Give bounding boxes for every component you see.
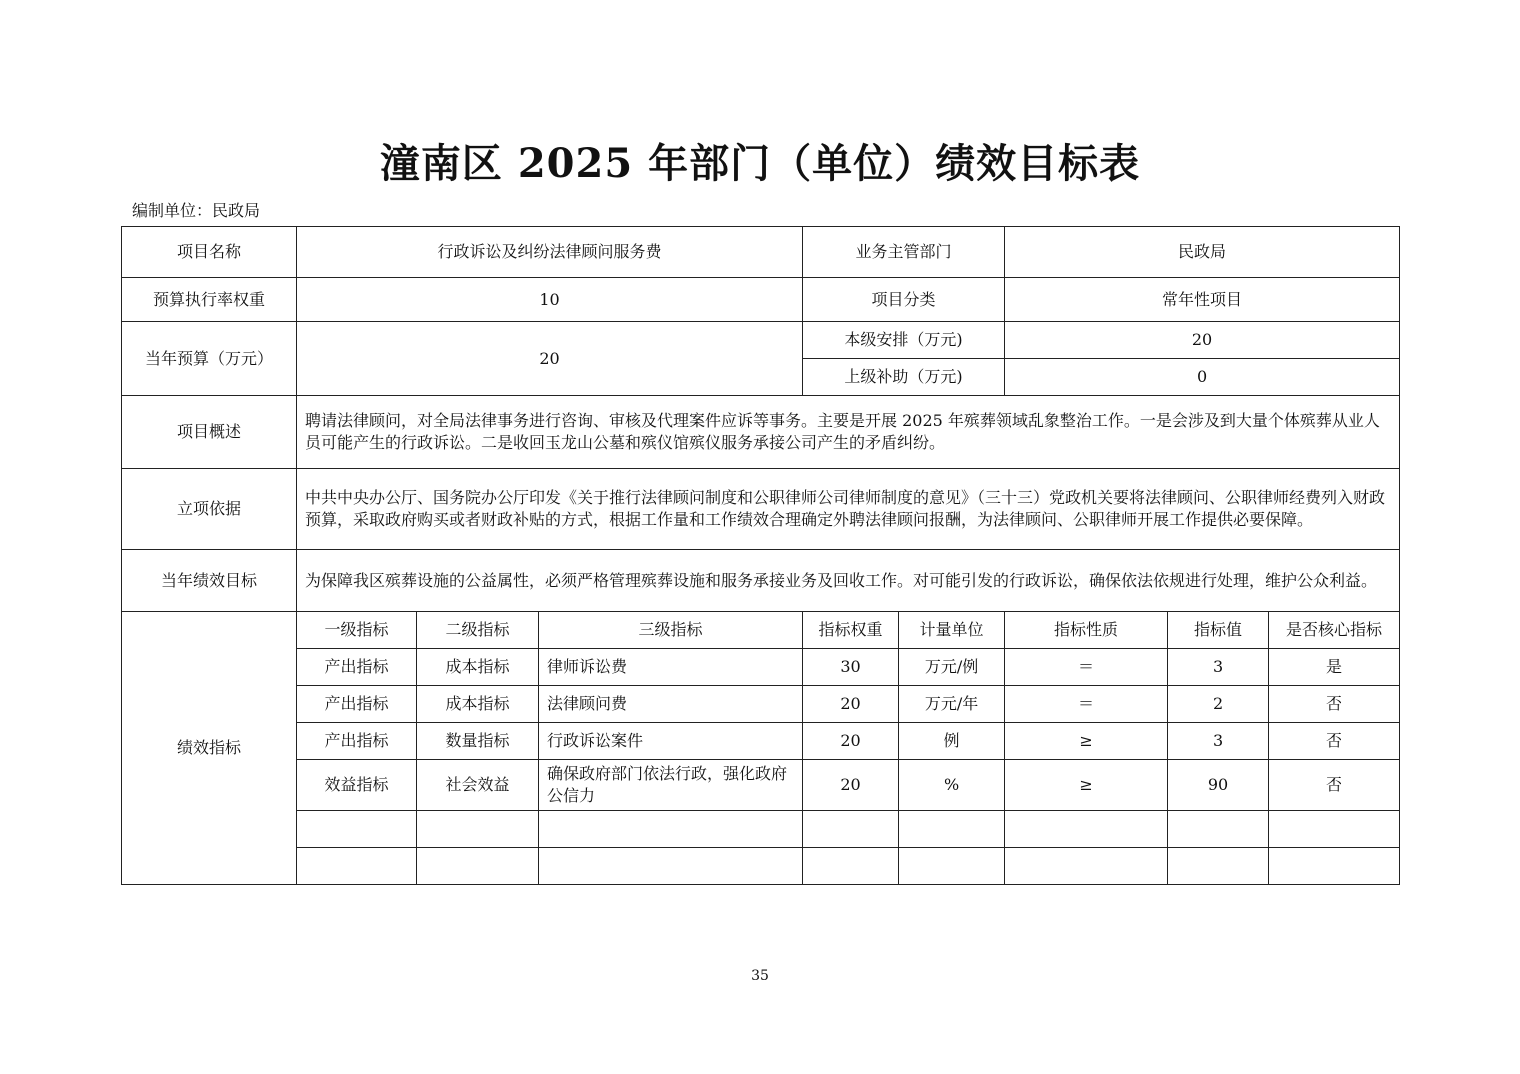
empty-cell bbox=[539, 848, 803, 885]
level3-cell: 法律顾问费 bbox=[539, 686, 803, 723]
level3-cell: 确保政府部门依法行政，强化政府公信力 bbox=[539, 760, 803, 811]
header-level2: 二级指标 bbox=[417, 612, 539, 649]
upper-subsidy-label: 上级补助（万元) bbox=[803, 359, 1005, 396]
project-name-label: 项目名称 bbox=[122, 227, 297, 278]
table-row bbox=[122, 550, 1400, 612]
overview-label: 项目概述 bbox=[122, 396, 297, 469]
table-row bbox=[122, 278, 1400, 322]
header-unit: 计量单位 bbox=[899, 612, 1005, 649]
unit-cell: 万元/例 bbox=[899, 649, 1005, 686]
table-row bbox=[122, 723, 1400, 760]
page-title: 潼南区 2025 年部门（单位）绩效目标表 bbox=[379, 140, 1141, 187]
empty-cell bbox=[297, 811, 417, 848]
level2-cell: 成本指标 bbox=[417, 649, 539, 686]
nature-cell: ≥ bbox=[1005, 723, 1168, 760]
level2-cell: 社会效益 bbox=[417, 760, 539, 811]
performance-target-table bbox=[121, 226, 1400, 885]
empty-cell bbox=[1168, 811, 1269, 848]
indicator-header-row bbox=[122, 612, 1400, 649]
empty-cell bbox=[417, 848, 539, 885]
empty-cell bbox=[1269, 811, 1400, 848]
weight-cell: 30 bbox=[803, 649, 899, 686]
nature-cell: ＝ bbox=[1005, 649, 1168, 686]
core-cell: 否 bbox=[1269, 686, 1400, 723]
level1-cell: 产出指标 bbox=[297, 723, 417, 760]
dept-label: 业务主管部门 bbox=[803, 227, 1005, 278]
core-cell: 是 bbox=[1269, 649, 1400, 686]
weight-cell: 20 bbox=[803, 686, 899, 723]
unit-cell: % bbox=[899, 760, 1005, 811]
local-funding-value: 20 bbox=[1005, 322, 1400, 359]
level1-cell: 产出指标 bbox=[297, 686, 417, 723]
budget-value: 20 bbox=[297, 322, 803, 396]
empty-cell bbox=[297, 848, 417, 885]
upper-subsidy-value: 0 bbox=[1005, 359, 1400, 396]
header-level3: 三级指标 bbox=[539, 612, 803, 649]
nature-cell: ≥ bbox=[1005, 760, 1168, 811]
weight-cell: 20 bbox=[803, 723, 899, 760]
value-cell: 3 bbox=[1168, 723, 1269, 760]
indicators-section-label: 绩效指标 bbox=[122, 612, 297, 885]
basis-label: 立项依据 bbox=[122, 469, 297, 550]
core-cell: 否 bbox=[1269, 723, 1400, 760]
table-row bbox=[122, 760, 1400, 811]
level1-cell: 效益指标 bbox=[297, 760, 417, 811]
header-level1: 一级指标 bbox=[297, 612, 417, 649]
empty-cell bbox=[1168, 848, 1269, 885]
budget-label: 当年预算（万元） bbox=[122, 322, 297, 396]
weight-cell: 20 bbox=[803, 760, 899, 811]
value-cell: 90 bbox=[1168, 760, 1269, 811]
empty-cell bbox=[803, 811, 899, 848]
empty-row bbox=[122, 848, 1400, 885]
table-row bbox=[122, 227, 1400, 278]
empty-cell bbox=[417, 811, 539, 848]
table-row bbox=[122, 469, 1400, 550]
unit-cell: 例 bbox=[899, 723, 1005, 760]
empty-cell bbox=[899, 848, 1005, 885]
unit-cell: 万元/年 bbox=[899, 686, 1005, 723]
empty-cell bbox=[1005, 811, 1168, 848]
table-row bbox=[122, 686, 1400, 723]
level3-cell: 行政诉讼案件 bbox=[539, 723, 803, 760]
value-cell: 2 bbox=[1168, 686, 1269, 723]
empty-cell bbox=[899, 811, 1005, 848]
table-row bbox=[122, 649, 1400, 686]
page-number: 35 bbox=[751, 968, 769, 984]
empty-row bbox=[122, 811, 1400, 848]
header-core: 是否核心指标 bbox=[1269, 612, 1400, 649]
level2-cell: 数量指标 bbox=[417, 723, 539, 760]
goal-value: 为保障我区殡葬设施的公益属性，必须严格管理殡葬设施和服务承接业务及回收工作。对可能引发的行政诉讼，确保依法依规进行处理，维护公众利益。 bbox=[297, 550, 1400, 612]
weight-label: 预算执行率权重 bbox=[122, 278, 297, 322]
empty-cell bbox=[1005, 848, 1168, 885]
table-row bbox=[122, 396, 1400, 469]
header-nature: 指标性质 bbox=[1005, 612, 1168, 649]
nature-cell: ＝ bbox=[1005, 686, 1168, 723]
level2-cell: 成本指标 bbox=[417, 686, 539, 723]
empty-cell bbox=[539, 811, 803, 848]
value-cell: 3 bbox=[1168, 649, 1269, 686]
category-value: 常年性项目 bbox=[1005, 278, 1400, 322]
weight-value: 10 bbox=[297, 278, 803, 322]
goal-label: 当年绩效目标 bbox=[122, 550, 297, 612]
project-name-value: 行政诉讼及纠纷法律顾问服务费 bbox=[297, 227, 803, 278]
empty-cell bbox=[803, 848, 899, 885]
local-funding-label: 本级安排（万元) bbox=[803, 322, 1005, 359]
core-cell: 否 bbox=[1269, 760, 1400, 811]
dept-value: 民政局 bbox=[1005, 227, 1400, 278]
basis-value: 中共中央办公厅、国务院办公厅印发《关于推行法律顾问制度和公职律师公司律师制度的意见》（三十三）党政机关要将法律顾问、公职律师经费列入财政预算，采取政府购买或者财政补贴的方式，根据工作量和工作绩效合理确定外聘法律顾问报酬，为法律顾问、公职律师开展工作提供必要保障。 bbox=[297, 469, 1400, 550]
header-weight: 指标权重 bbox=[803, 612, 899, 649]
category-label: 项目分类 bbox=[803, 278, 1005, 322]
header-value: 指标值 bbox=[1168, 612, 1269, 649]
level1-cell: 产出指标 bbox=[297, 649, 417, 686]
overview-value: 聘请法律顾问，对全局法律事务进行咨询、审核及代理案件应诉等事务。主要是开展 2025 年殡葬领域乱象整治工作。一是会涉及到大量个体殡葬从业人员可能产生的行政诉讼。二是收回玉龙山公墓和殡仪馆殡仪服务承接公司产生的矛盾纠纷。 bbox=[297, 396, 1400, 469]
compiling-unit: 编制单位：民政局 bbox=[132, 201, 261, 220]
level3-cell: 律师诉讼费 bbox=[539, 649, 803, 686]
table-row bbox=[122, 322, 1400, 359]
empty-cell bbox=[1269, 848, 1400, 885]
